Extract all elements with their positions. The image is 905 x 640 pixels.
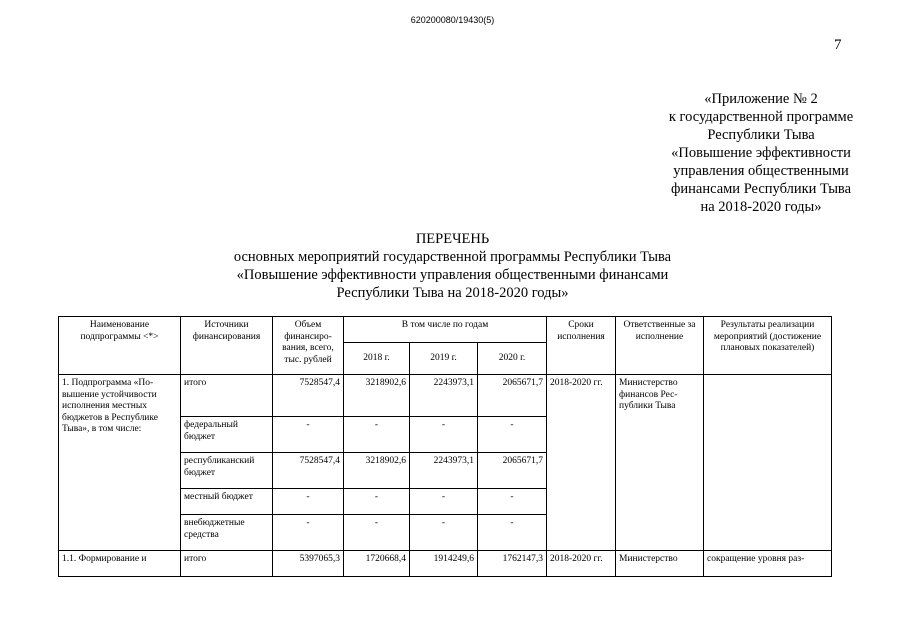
subprogram-name-cell: 1. Подпрограмма «По-вышение устойчивости исполнения местных бюджетов в Республике Тыва», в том числе:	[59, 375, 181, 551]
year-2020-cell: 1762147,3	[478, 551, 547, 577]
source-cell: республиканский бюджет	[181, 453, 273, 489]
header-by-years: В том числе по годам	[344, 317, 547, 343]
appendix-line: «Повышение эффективности	[671, 145, 851, 161]
year-2020-cell: -	[478, 489, 547, 515]
header-year-2019: 2019 г.	[410, 343, 478, 375]
appendix-line: на 2018-2020 годы»	[700, 199, 822, 215]
year-2020-cell: 2065671,7	[478, 375, 547, 417]
title-line: основных мероприятий государственной программы Республики Тыва	[233, 249, 672, 265]
year-2019-cell: 2243973,1	[410, 453, 478, 489]
header-source: Источники финансирования	[181, 317, 273, 375]
year-2018-cell: -	[344, 417, 410, 453]
page-number: 7	[834, 37, 842, 53]
total-cell: -	[273, 489, 344, 515]
subprogram-name-cell: 1.1. Формирование и	[59, 551, 181, 577]
total-cell: 7528547,4	[273, 453, 344, 489]
results-cell	[704, 375, 832, 551]
header-terms: Сроки исполнения	[547, 317, 616, 375]
source-cell: итого	[181, 551, 273, 577]
responsible-cell: Министерство финансов Рес-публики Тыва	[616, 375, 704, 551]
year-2019-cell: -	[410, 417, 478, 453]
title-heading: ПЕРЕЧЕНЬ	[415, 231, 490, 247]
year-2018-cell: 3218902,6	[344, 453, 410, 489]
year-2019-cell: -	[410, 489, 478, 515]
activities-table	[58, 316, 832, 577]
terms-cell: 2018-2020 гг.	[547, 375, 616, 551]
year-2020-cell: -	[478, 515, 547, 551]
year-2018-cell: 1720668,4	[344, 551, 410, 577]
appendix-line: управления общественными	[673, 163, 849, 179]
table-row	[59, 551, 832, 577]
source-cell: внебюджетные средства	[181, 515, 273, 551]
header-year-2020: 2020 г.	[478, 343, 547, 375]
year-2018-cell: 3218902,6	[344, 375, 410, 417]
title-line: Республики Тыва на 2018-2020 годы»	[336, 285, 569, 301]
title-line: «Повышение эффективности управления общественными финансами	[236, 267, 669, 283]
total-cell: -	[273, 515, 344, 551]
table-row	[59, 375, 832, 417]
year-2019-cell: -	[410, 515, 478, 551]
year-2019-cell: 1914249,6	[410, 551, 478, 577]
year-2020-cell: 2065671,7	[478, 453, 547, 489]
year-2018-cell: -	[344, 489, 410, 515]
year-2020-cell: -	[478, 417, 547, 453]
header-volume: Объем финансиро-вания, всего, тыс. рублей	[273, 317, 344, 375]
appendix-line: финансами Республики Тыва	[670, 181, 852, 197]
total-cell: 7528547,4	[273, 375, 344, 417]
header-results: Результаты реализации мероприятий (достижение плановых показателей)	[704, 317, 832, 375]
total-cell: 5397065,3	[273, 551, 344, 577]
terms-cell: 2018-2020 гг.	[547, 551, 616, 577]
year-2018-cell: -	[344, 515, 410, 551]
responsible-cell: Министерство	[616, 551, 704, 577]
document-code: 620200080/19430(5)	[410, 15, 495, 25]
results-cell: сокращение уровня раз-	[704, 551, 832, 577]
year-2019-cell: 2243973,1	[410, 375, 478, 417]
source-cell: местный бюджет	[181, 489, 273, 515]
total-cell: -	[273, 417, 344, 453]
appendix-line: к государственной программе	[668, 109, 854, 125]
source-cell: федеральный бюджет	[181, 417, 273, 453]
header-responsible: Ответственные за исполнение	[616, 317, 704, 375]
table-header-row	[59, 317, 832, 343]
appendix-line: «Приложение № 2	[704, 91, 818, 107]
header-year-2018: 2018 г.	[344, 343, 410, 375]
header-name: Наименование подпрограммы <*>	[59, 317, 181, 375]
source-cell: итого	[181, 375, 273, 417]
appendix-line: Республики Тыва	[707, 127, 815, 143]
document-title	[0, 230, 905, 302]
appendix-caption	[600, 90, 905, 216]
